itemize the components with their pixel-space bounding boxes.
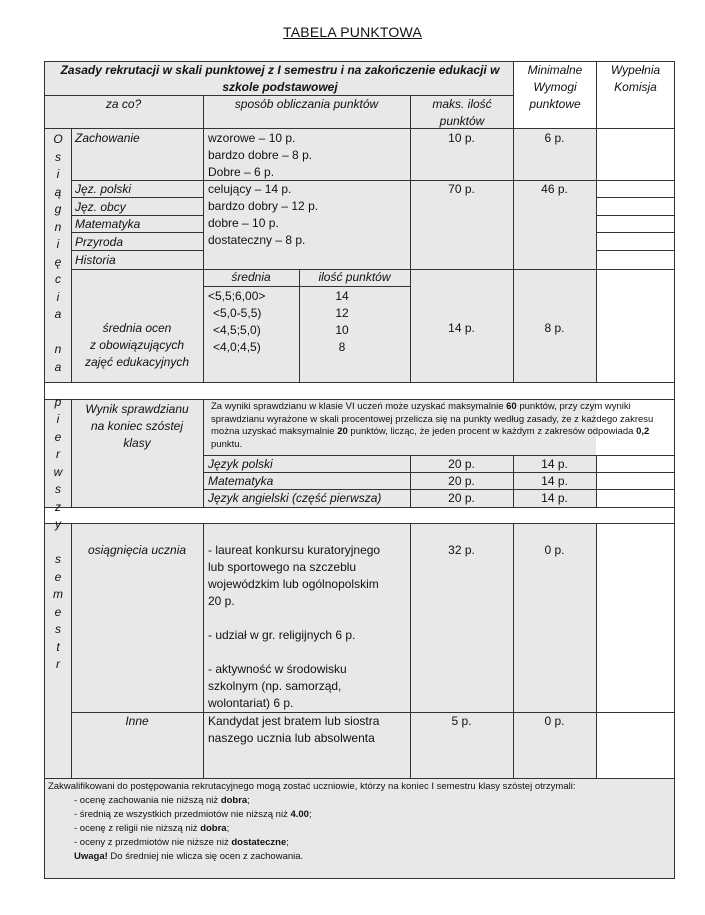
vertical-letter: i [56,167,60,181]
subject-item: Jęz. polski [75,182,132,196]
footer-line-3: - ocenę z religii nie niższą niż dobra; [74,823,230,834]
vertical-letter: c [55,272,61,286]
exam-min: 14 p. [541,474,568,488]
subject-item: Historia [75,253,116,267]
vertical-letter: s [55,149,61,164]
header-min-req: Minimalne Wymogi punktowe [527,63,583,111]
average-range: <5,0-5,5) [213,306,262,320]
conduct-line-1: wzorowe – 10 p. [208,131,296,145]
vertical-letter [46,376,70,394]
exam-min: 14 p. [541,491,568,505]
vertical-letter: s [55,552,61,566]
subject-item: Matematyka [75,217,141,231]
footer-note: Uwaga! Do średniej nie wlicza się ocen z zachowania. [74,851,304,862]
vertical-letter: p [54,394,62,409]
subjects-max: 70 p. [448,182,475,196]
achievements-max: 32 p. [448,543,475,557]
vertical-letter: z [55,499,61,514]
exam-subject: Język polski [208,457,273,471]
grade-line: celujący – 14 p. [208,182,292,196]
subject-item: Przyroda [75,235,124,249]
exam-max: 20 p. [448,491,475,505]
subjects-min: 46 p. [541,182,568,196]
vertical-letter: e [54,569,62,584]
header-commission: Wypełnia Komisja [610,63,661,94]
vertical-letter: t [56,639,60,654]
vertical-letter [46,324,70,342]
vertical-letter: n [54,219,62,234]
page-title: TABELA PUNKTOWA [283,24,422,40]
vertical-letter: s [55,482,61,496]
footer-intro: Zakwalifikowani do postępowania rekrutacyjnego mogą zostać uczniowie, którzy na koniec I semestru klasy szóstej otrzymali: [48,781,576,792]
achievements-text: - laureat konkursu kuratoryjnego lub sportowego na szczeblu wojewódzkim lub ogólnopolskim 20 p. - udział w gr. religijnych 6 p. - aktywność w środowisku szkolnym (np. samorząd, wolontariat) 6 p. [208,543,381,710]
average-range: <4,0;4,5) [213,340,261,354]
vertical-letter: ą [54,184,62,199]
header-method: sposób obliczania punktów [234,97,379,111]
vertical-letter: g [54,202,62,216]
vertical-letter: i [56,237,60,251]
vertical-letter: s [55,622,61,636]
average-label: średnia ocen z obowiązujących zajęć edukacyjnych [84,321,190,369]
other-text: Kandydat jest bratem lub siostra naszego ucznia lub absolwenta [208,714,380,745]
footer-line-4: - oceny z przedmiotów nie niższe niż dostateczne; [74,837,289,848]
vertical-letter [46,534,70,552]
header-main: Zasady rekrutacji w skali punktowej z I semestru i na zakończenie edukacji w szkole podstawowej [60,63,500,94]
vertical-letter: ę [54,254,62,269]
conduct-min: 6 p. [544,131,565,145]
other-min: 0 p. [544,714,565,728]
average-range: <5,5;6,00> [208,289,266,303]
vertical-letter: y [55,517,61,531]
vertical-letter: e [54,429,62,444]
vertical-letter: i [56,412,60,426]
exam-label: Wynik sprawdzianu na koniec szóstej klasy [85,402,189,450]
subject-item: Jęz. obcy [75,200,126,214]
exam-subject: Matematyka [208,474,274,488]
average-pts: 8 [338,340,346,354]
header-for-what: za co? [105,97,142,111]
exam-max: 20 p. [448,474,475,488]
spacer-row-2 [44,507,674,523]
average-max: 14 p. [448,321,475,335]
conduct-label: Zachowanie [75,131,140,145]
average-min: 8 p. [544,321,565,335]
vertical-letter: m [53,587,63,601]
other-label: Inne [125,714,149,728]
average-pts: 14 [335,289,349,303]
average-range: <4,5;5,0) [213,323,261,337]
vertical-letter: r [56,657,60,671]
exam-max: 20 p. [448,457,475,471]
average-col-pts: ilość punktów [318,270,391,284]
header-max-points: maks. ilość punktów [432,97,492,128]
footer-line-2: - średnią ze wszystkich przedmiotów nie niższą niż 4.00; [74,809,312,820]
achievements-label: osiągnięcia ucznia [87,543,187,557]
exam-description: Za wyniki sprawdzianu w klasie VI uczeń może uzyskać maksymalnie 60 punktów, przy czym wyniki sprawdzianu wyrażone w skali procentowej przelicza się na punkty według zasady, że z każdego zakresu można uzyskać maksymalnie 20 punktów, licząc, że jeden procent w każdym z zakresów odpowiada 0,2 punktu. [211,401,654,450]
vertical-label [46,131,70,674]
average-pts: 12 [335,306,349,320]
conduct-line-3: Dobre – 6 p. [208,165,275,179]
conduct-max: 10 p. [448,131,475,145]
vertical-letter: a [54,359,62,374]
grade-line: dostateczny – 8 p. [208,233,306,247]
vertical-letter: w [53,464,63,479]
exam-min: 14 p. [541,457,568,471]
vertical-letter: O [53,132,63,146]
footer-line-1: - ocenę zachowania nie niższą niż dobra; [74,795,250,806]
spacer-row-1 [44,382,674,399]
other-max: 5 p. [451,714,472,728]
grade-line: dobre – 10 p. [208,216,279,230]
achievements-min: 0 p. [544,543,565,557]
vertical-letter: n [54,342,62,356]
vertical-letter: a [54,307,62,321]
conduct-line-2: bardzo dobre – 8 p. [208,148,313,162]
vertical-letter: i [56,289,60,304]
exam-subject: Język angielski (część pierwsza) [208,491,382,505]
average-pts: 10 [335,323,349,337]
vertical-letter: r [56,447,60,461]
average-col-avg: średnia [231,270,271,284]
grade-line: bardzo dobry – 12 p. [208,199,319,213]
vertical-letter: e [54,604,62,619]
